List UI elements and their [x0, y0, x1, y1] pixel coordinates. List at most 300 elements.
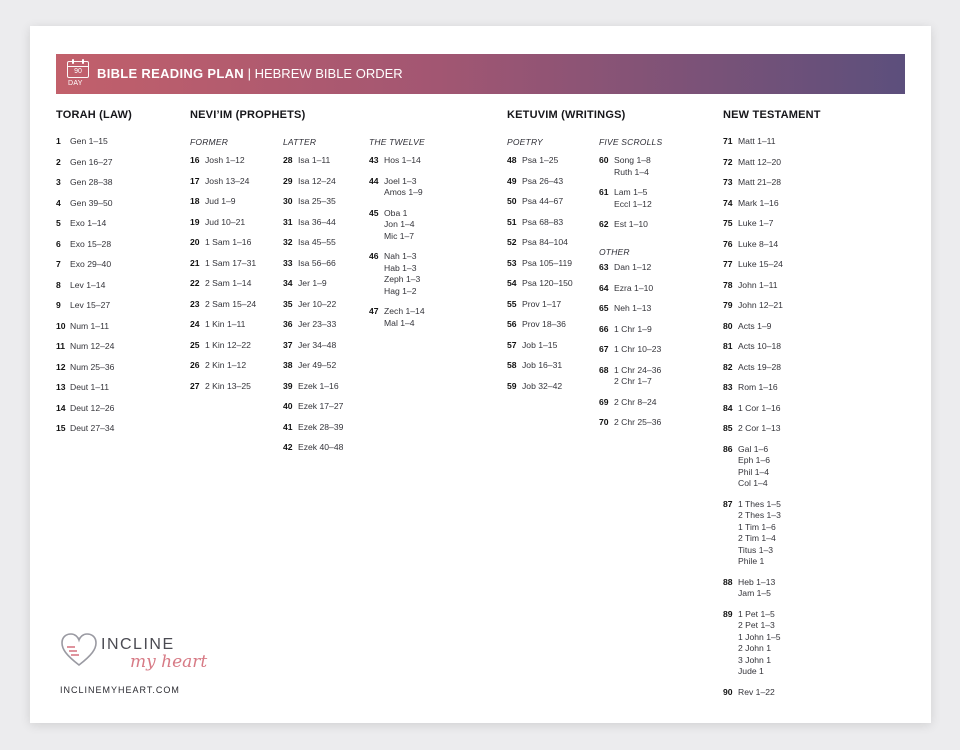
scripture-reference: Lev 1–14	[70, 279, 106, 290]
day-number: 18	[190, 196, 200, 206]
day-number: 8	[56, 279, 61, 290]
scripture-reference: Lev 15–27	[70, 300, 111, 310]
day-number: 11	[56, 341, 66, 351]
scripture-reference: Exo 1–14	[70, 218, 107, 228]
reading-entry	[507, 381, 562, 393]
reading-entry	[56, 218, 106, 230]
scripture-reference: Jud 1–9	[205, 196, 236, 206]
day-number: 57	[507, 339, 517, 350]
reading-entry	[723, 136, 776, 148]
reading-entry	[283, 258, 336, 270]
reading-entry	[56, 136, 108, 148]
day-number: 48	[507, 155, 517, 165]
scripture-reference: 2 Sam 15–24	[205, 298, 257, 309]
reading-entry	[723, 280, 778, 292]
reading-entry	[599, 187, 652, 210]
reading-entry	[507, 217, 563, 229]
scripture-reference: 1 Chr 24–36	[614, 364, 662, 375]
reading-entry	[283, 237, 336, 249]
day-number: 33	[283, 257, 293, 268]
reading-entry	[723, 198, 779, 210]
day-number: 85	[723, 423, 733, 433]
day-number: 24	[190, 319, 200, 329]
scripture-reference: Luke 15–24	[738, 259, 783, 269]
day-number: 36	[283, 319, 293, 329]
reading-entry	[190, 278, 251, 290]
incline-my-heart-logo	[60, 632, 208, 680]
day-number: 40	[283, 401, 293, 411]
day-number: 27	[190, 380, 200, 391]
reading-entry	[56, 341, 114, 353]
scripture-reference: 3 John 1	[738, 654, 771, 665]
scripture-reference: Oba 1	[384, 207, 408, 218]
day-number: 38	[283, 360, 293, 370]
day-number: 42	[283, 442, 293, 452]
day-number: 73	[723, 177, 733, 187]
day-number: 9	[56, 300, 61, 310]
scripture-reference: Mic 1–7	[384, 230, 415, 241]
calendar-icon	[67, 59, 89, 88]
reading-entry	[190, 196, 236, 208]
day-number: 69	[599, 396, 609, 407]
reading-entry	[599, 397, 657, 409]
calendar-day-number: 90	[74, 68, 82, 75]
reading-entry	[190, 217, 245, 229]
scripture-reference: Isa 1–11	[298, 155, 331, 165]
reading-entry	[369, 155, 421, 167]
scripture-reference: Heb 1–13	[738, 576, 776, 587]
reading-entry	[283, 340, 336, 352]
reading-entry	[56, 321, 109, 333]
scripture-reference: Rev 1–22	[738, 686, 775, 697]
reading-entry	[283, 360, 336, 372]
day-number: 6	[56, 238, 61, 249]
scripture-reference: Hab 1–3	[384, 262, 417, 273]
reading-entry	[283, 442, 343, 454]
reading-entry	[723, 259, 783, 271]
day-number: 71	[723, 136, 733, 146]
reading-entry	[507, 155, 558, 167]
page-title-sub: | HEBREW BIBLE ORDER	[243, 66, 403, 81]
reading-entry	[190, 340, 251, 352]
scripture-reference: 1 Sam 1–16	[205, 237, 252, 247]
scripture-reference: Psa 84–104	[522, 237, 568, 247]
scripture-reference: Num 25–36	[70, 361, 115, 372]
day-number: 89	[723, 608, 733, 619]
header-banner	[56, 54, 905, 94]
scripture-reference: Acts 10–18	[738, 341, 781, 351]
day-number: 4	[56, 197, 61, 208]
day-number: 67	[599, 344, 609, 354]
scripture-reference: Jud 10–21	[205, 216, 246, 227]
scripture-reference: Eph 1–6	[738, 455, 771, 465]
scripture-reference: 2 John 1	[738, 643, 771, 653]
scripture-reference: 2 Tim 1–4	[738, 533, 776, 543]
day-number: 19	[190, 216, 200, 227]
scripture-reference: 1 Chr 1–9	[614, 323, 652, 334]
section-neviim-heading: NEVI’IM (PROPHETS)	[190, 109, 306, 121]
reading-entry	[283, 381, 339, 393]
day-number: 10	[56, 320, 66, 331]
day-number: 84	[723, 402, 733, 413]
scripture-reference: Phil 1–4	[738, 466, 770, 477]
scripture-reference: Josh 1–12	[205, 155, 245, 165]
reading-entry	[190, 237, 251, 249]
scripture-reference: Matt 12–20	[738, 156, 781, 167]
scripture-reference: Jer 49–52	[298, 360, 337, 370]
day-number: 52	[507, 237, 517, 247]
scripture-reference: Isa 45–55	[298, 237, 336, 247]
reading-entry	[190, 176, 249, 188]
scripture-reference: Isa 56–66	[298, 257, 336, 268]
reading-entry	[507, 278, 573, 290]
scripture-reference: 2 Cor 1–13	[738, 423, 781, 433]
day-number: 72	[723, 156, 733, 167]
reading-entry	[723, 321, 771, 333]
reading-entry	[56, 239, 111, 251]
scripture-reference: Zeph 1–3	[384, 274, 421, 284]
reading-entry	[56, 300, 110, 312]
day-number: 34	[283, 278, 293, 288]
scripture-reference: Matt 1–11	[738, 136, 776, 146]
reading-entry	[507, 319, 566, 331]
day-number: 61	[599, 187, 609, 197]
reading-entry	[723, 609, 781, 678]
day-number: 44	[369, 175, 379, 186]
scripture-reference: Jer 34–48	[298, 339, 337, 350]
day-number: 49	[507, 175, 517, 186]
day-number: 20	[190, 237, 200, 247]
scripture-reference: Amos 1–9	[384, 187, 423, 197]
scripture-reference: Acts 1–9	[738, 320, 772, 331]
scripture-reference: Psa 26–43	[522, 175, 564, 186]
day-number: 43	[369, 155, 379, 165]
day-number: 79	[723, 300, 733, 310]
section-ketuvim-heading: KETUVIM (WRITINGS)	[507, 109, 626, 121]
reading-entry	[507, 237, 568, 249]
reading-entry	[56, 362, 114, 374]
day-number: 77	[723, 259, 733, 269]
logo-script-text: my heart	[130, 652, 208, 672]
reading-entry	[507, 299, 561, 311]
reading-entry	[507, 258, 572, 270]
scripture-reference: Hag 1–2	[384, 285, 417, 296]
day-number: 55	[507, 298, 517, 309]
day-number: 15	[56, 423, 66, 433]
day-number: 46	[369, 251, 379, 261]
scripture-reference: 2 Thes 1–3	[738, 510, 781, 520]
scripture-reference: Ezek 17–27	[298, 401, 344, 411]
day-number: 87	[723, 498, 733, 509]
section-torah-heading: TORAH (LAW)	[56, 109, 132, 121]
reading-entry	[369, 306, 425, 329]
day-number: 70	[599, 417, 609, 427]
day-number: 41	[283, 421, 293, 432]
reading-entry	[723, 218, 773, 230]
calendar-day-label: DAY	[68, 80, 83, 87]
day-number: 65	[599, 303, 609, 313]
scripture-reference: 2 Pet 1–3	[738, 620, 775, 630]
reading-entry	[723, 157, 781, 169]
scripture-reference: Isa 25–35	[298, 196, 336, 206]
day-number: 7	[56, 259, 61, 269]
day-number: 35	[283, 298, 293, 309]
reading-entry	[723, 341, 781, 353]
reading-entry	[507, 340, 557, 352]
subheading-five-scrolls: FIVE SCROLLS	[599, 137, 663, 147]
reading-entry	[507, 196, 563, 208]
scripture-reference: Isa 36–44	[298, 216, 336, 227]
scripture-reference: 1 Kin 1–11	[205, 319, 246, 329]
reading-entry	[723, 403, 781, 415]
section-nt-heading: NEW TESTAMENT	[723, 109, 821, 121]
day-number: 31	[283, 216, 293, 227]
reading-entry	[599, 344, 661, 356]
scripture-reference: Col 1–4	[738, 478, 768, 488]
scripture-reference: John 1–11	[738, 279, 778, 290]
scripture-reference: John 12–21	[738, 300, 783, 310]
day-number: 45	[369, 207, 379, 218]
scripture-reference: Exo 29–40	[70, 259, 112, 269]
day-number: 68	[599, 364, 609, 375]
scripture-reference: Titus 1–3	[738, 544, 774, 555]
scripture-reference: Phile 1	[738, 556, 765, 566]
reading-entry	[283, 299, 336, 311]
reading-entry	[283, 319, 336, 331]
reading-entry	[283, 176, 336, 188]
reading-entry	[723, 382, 778, 394]
day-number: 16	[190, 155, 200, 165]
day-number: 28	[283, 155, 293, 165]
day-number: 83	[723, 382, 733, 392]
scripture-reference: Ezek 1–16	[298, 380, 339, 391]
day-number: 23	[190, 298, 200, 309]
scripture-reference: Exo 15–28	[70, 238, 112, 249]
scripture-reference: Gen 16–27	[70, 156, 113, 167]
scripture-reference: Ezek 28–39	[298, 421, 344, 432]
day-number: 90	[723, 686, 733, 697]
scripture-reference: Num 1–11	[70, 320, 110, 331]
reading-entry	[369, 208, 415, 243]
scripture-reference: Acts 19–28	[738, 361, 781, 372]
reading-entry	[599, 303, 651, 315]
scripture-reference: Prov 18–36	[522, 319, 566, 329]
reading-entry	[56, 157, 113, 169]
scripture-reference: Jer 23–33	[298, 319, 337, 329]
reading-entry	[723, 423, 781, 435]
scripture-reference: Neh 1–13	[614, 303, 652, 313]
reading-entry	[190, 360, 246, 372]
scripture-reference: Ezra 1–10	[614, 282, 654, 293]
scripture-reference: Josh 13–24	[205, 175, 250, 186]
day-number: 63	[599, 262, 609, 272]
scripture-reference: 1 Cor 1–16	[738, 402, 781, 413]
reading-entry	[723, 687, 775, 699]
scripture-reference: 2 Sam 1–14	[205, 278, 252, 288]
scripture-reference: Rom 1–16	[738, 382, 778, 392]
scripture-reference: Nah 1–3	[384, 251, 417, 261]
day-number: 53	[507, 257, 517, 268]
day-number: 60	[599, 155, 609, 165]
reading-entry	[369, 251, 420, 297]
scripture-reference: Lam 1–5	[614, 187, 648, 197]
reading-entry	[723, 444, 770, 490]
day-number: 74	[723, 197, 733, 208]
scripture-reference: Deut 27–34	[70, 423, 115, 433]
scripture-reference: Jude 1	[738, 666, 764, 676]
scripture-reference: Psa 120–150	[522, 278, 573, 288]
scripture-reference: Psa 44–67	[522, 196, 564, 206]
scripture-reference: Job 16–31	[522, 360, 563, 370]
scripture-reference: Hos 1–14	[384, 155, 421, 165]
reading-entry	[56, 403, 114, 415]
reading-entry	[56, 280, 105, 292]
scripture-reference: Job 1–15	[522, 339, 558, 350]
reading-entry	[723, 239, 778, 251]
day-number: 29	[283, 175, 293, 186]
day-number: 13	[56, 382, 66, 392]
day-number: 76	[723, 238, 733, 249]
logo-wordmark: INCLINE	[101, 636, 175, 653]
reading-entry	[56, 177, 113, 189]
scripture-reference: 1 Kin 12–22	[205, 339, 251, 350]
subheading-other: OTHER	[599, 247, 630, 257]
scripture-reference: Mal 1–4	[384, 317, 415, 328]
day-number: 22	[190, 278, 200, 288]
reading-entry	[56, 382, 109, 394]
scripture-reference: Ezek 40–48	[298, 442, 344, 452]
scripture-reference: Mark 1–16	[738, 197, 779, 208]
scripture-reference: 1 Sam 17–31	[205, 257, 257, 268]
reading-entry	[283, 401, 343, 413]
scripture-reference: 2 Kin 13–25	[205, 380, 251, 391]
scripture-reference: 1 John 1–5	[738, 631, 781, 642]
scripture-reference: 2 Chr 8–24	[614, 396, 657, 407]
scripture-reference: Gen 28–38	[70, 177, 113, 187]
day-number: 14	[56, 402, 66, 413]
scripture-reference: Psa 1–25	[522, 155, 559, 165]
scripture-reference: Joel 1–3	[384, 175, 417, 186]
reading-entry	[599, 155, 651, 178]
scripture-reference: Dan 1–12	[614, 262, 652, 272]
day-number: 25	[190, 339, 200, 350]
reading-entry	[190, 258, 256, 270]
page-title-main: BIBLE READING PLAN	[97, 66, 244, 81]
reading-entry	[190, 155, 245, 167]
subheading-the-twelve: THE TWELVE	[369, 137, 425, 147]
scripture-reference: Prov 1–17	[522, 298, 562, 309]
reading-entry	[723, 177, 781, 189]
reading-entry	[190, 299, 256, 311]
day-number: 81	[723, 341, 733, 351]
day-number: 5	[56, 218, 61, 228]
day-number: 54	[507, 278, 517, 288]
day-number: 64	[599, 282, 609, 293]
reading-entry	[56, 259, 111, 271]
reading-entry	[507, 360, 562, 372]
reading-entry	[599, 219, 648, 231]
day-number: 80	[723, 320, 733, 331]
reading-entry	[599, 365, 661, 388]
scripture-reference: Jer 1–9	[298, 278, 327, 288]
scripture-reference: Est 1–10	[614, 219, 648, 229]
reading-entry	[190, 319, 245, 331]
scripture-reference: Jon 1–4	[384, 219, 415, 229]
scripture-reference: Jam 1–5	[738, 588, 771, 598]
reading-entry	[723, 300, 783, 312]
day-number: 58	[507, 360, 517, 370]
scripture-reference: Psa 68–83	[522, 216, 564, 227]
day-number: 3	[56, 177, 61, 187]
reading-entry	[283, 196, 336, 208]
day-number: 1	[56, 136, 61, 146]
reading-entry	[283, 278, 327, 290]
subheading-poetry: POETRY	[507, 137, 543, 147]
reading-entry	[599, 324, 652, 336]
reading-entry	[190, 381, 251, 393]
day-number: 37	[283, 339, 293, 350]
scripture-reference: 2 Chr 25–36	[614, 417, 662, 427]
day-number: 47	[369, 306, 379, 316]
scripture-reference: Gal 1–6	[738, 443, 769, 454]
day-number: 59	[507, 380, 517, 391]
scripture-reference: Ruth 1–4	[614, 166, 649, 177]
scripture-reference: 1 Chr 10–23	[614, 344, 662, 354]
scripture-reference: Gen 39–50	[70, 197, 113, 208]
scripture-reference: Job 32–42	[522, 380, 563, 391]
reading-entry	[369, 176, 423, 199]
scripture-reference: 1 Tim 1–6	[738, 521, 776, 532]
reading-entry	[599, 262, 651, 274]
day-number: 86	[723, 443, 733, 454]
reading-entry	[56, 423, 114, 435]
reading-entry	[599, 417, 661, 429]
scripture-reference: Jer 10–22	[298, 298, 337, 309]
day-number: 26	[190, 360, 200, 370]
scripture-reference: Gen 1–15	[70, 136, 108, 146]
scripture-reference: Psa 105–119	[522, 257, 573, 268]
reading-entry	[723, 499, 781, 568]
scripture-reference: 1 Thes 1–5	[738, 498, 781, 509]
day-number: 66	[599, 323, 609, 334]
day-number: 50	[507, 196, 517, 206]
scripture-reference: Song 1–8	[614, 155, 651, 165]
scripture-reference: Luke 1–7	[738, 218, 774, 228]
scripture-reference: 2 Kin 1–12	[205, 360, 247, 370]
day-number: 32	[283, 237, 293, 247]
reading-entry	[723, 577, 775, 600]
reading-entry	[56, 198, 113, 210]
subheading-former: FORMER	[190, 137, 229, 147]
day-number: 51	[507, 216, 517, 227]
scripture-reference: Deut 12–26	[70, 402, 115, 413]
day-number: 39	[283, 380, 293, 391]
day-number: 88	[723, 576, 733, 587]
page-title	[97, 66, 403, 82]
reading-plan-sheet	[30, 26, 931, 723]
reading-entry	[283, 422, 343, 434]
scripture-reference: Num 12–24	[70, 341, 115, 351]
day-number: 78	[723, 279, 733, 290]
scripture-reference: Zech 1–14	[384, 306, 425, 316]
scripture-reference: Luke 8–14	[738, 238, 779, 249]
subheading-latter: LATTER	[283, 137, 317, 147]
scripture-reference: 2 Chr 1–7	[614, 376, 652, 386]
day-number: 17	[190, 175, 200, 186]
day-number: 62	[599, 219, 609, 229]
scripture-reference: Isa 12–24	[298, 175, 336, 186]
day-number: 82	[723, 361, 733, 372]
